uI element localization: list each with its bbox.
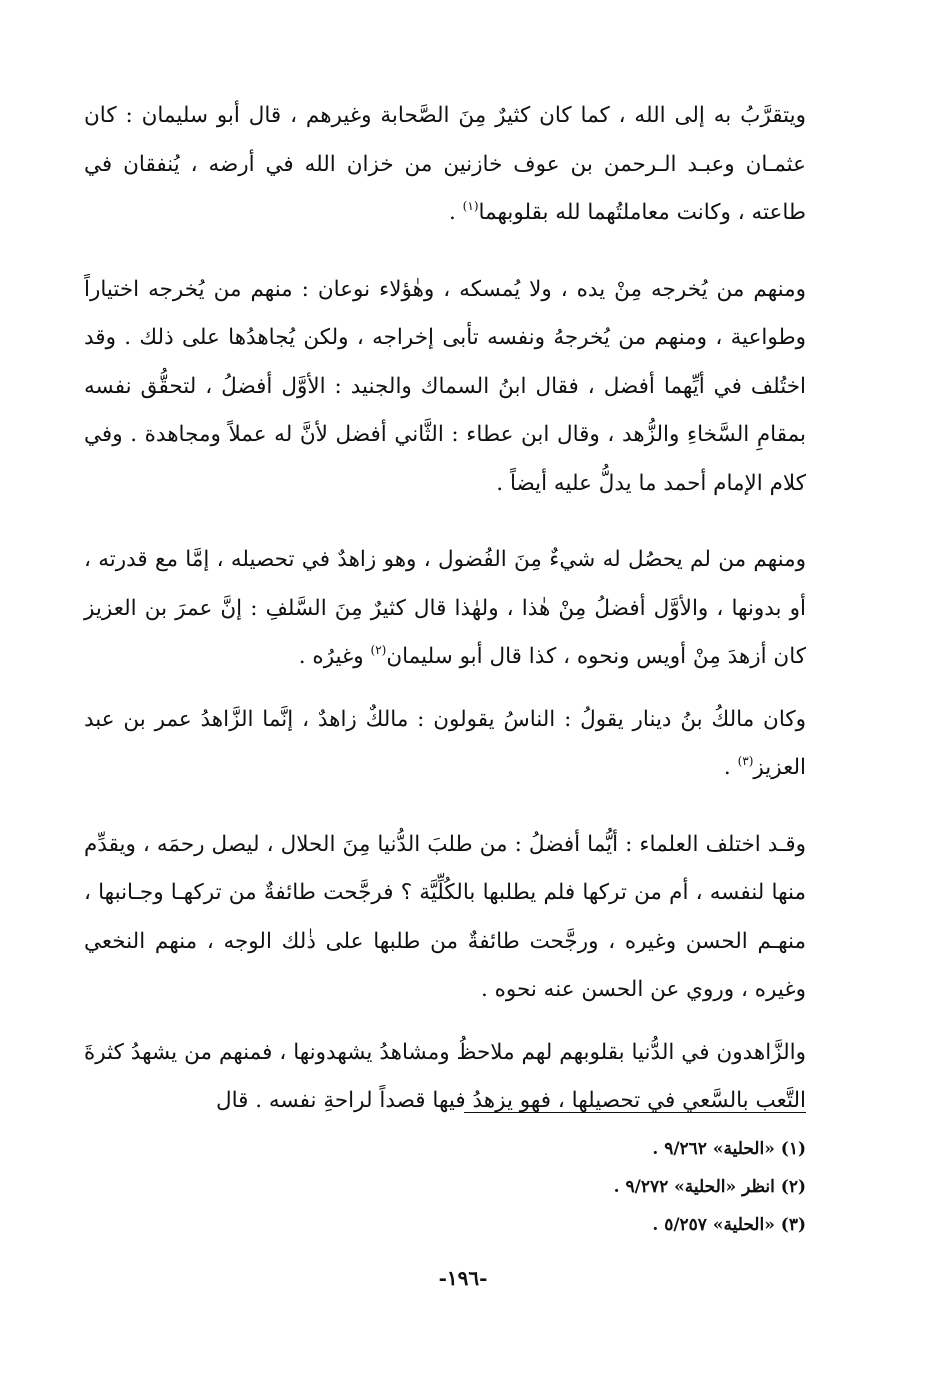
footnote-2: (٢) انظر «الحلية» ٩/٢٧٢ . bbox=[613, 1177, 806, 1197]
paragraph-3-text: ومنهم من لم يحصُل له شيءٌ مِنَ الفُضول ، وهو زاهدٌ في تحصيله ، إمَّا مع قدرته ، أو بدونها ، والأوَّل أفضلُ مِنْ هٰذا ، ولهٰذا قال كثيرٌ مِنَ السَّلفِ : إنَّ عمرَ بن العزيز كان أزهدَ مِنْ أويس ونحوه ، كذا قال أبو سليمان bbox=[84, 547, 806, 669]
paragraph-4 bbox=[84, 696, 806, 793]
paragraph-5 bbox=[84, 821, 806, 1015]
footnote-3: (٣) «الحلية» ٥/٢٥٧ . bbox=[652, 1215, 806, 1235]
paragraph-4-text: وكان مالكُ بنُ دينار يقولُ : الناسُ يقولون : مالكٌ زاهدٌ ، إنَّما الزَّاهدُ عمر بن عبد العزيز bbox=[84, 706, 806, 780]
paragraph-2 bbox=[84, 266, 806, 509]
page-number: -١٩٦- bbox=[438, 1266, 488, 1290]
paragraph-1-tail: . bbox=[449, 200, 463, 225]
footnotes bbox=[306, 1130, 806, 1244]
paragraph-3-tail: وغيرُه . bbox=[298, 644, 371, 669]
paragraph-3 bbox=[84, 536, 806, 682]
main-text bbox=[84, 92, 806, 1126]
footnote-divider bbox=[464, 1112, 806, 1113]
paragraph-1 bbox=[84, 92, 806, 238]
paragraph-6 bbox=[84, 1029, 806, 1126]
paragraph-5-text: وقـد اختلف العلماء : أيُّما أفضلُ : من طلبَ الدُّنيا مِنَ الحلال ، ليصل رحمَه ، ويقدِّم منها لنفسه ، أم من تركها فلم يطلبها بالكُلِّيَّة ؟ فرجَّحت طائفةٌ من تركهـا وجـانبها ، منهـم الحسن وغيره ، ورجَّحت طائفةٌ من طلبها على ذٰلك الوجه ، منهم النخعي وغيره ، وروي عن الحسن عنه نحوه . bbox=[84, 831, 806, 1002]
footnote-ref-3: (٣) bbox=[737, 754, 754, 768]
footnote-1: (١) «الحلية» ٩/٢٦٢ . bbox=[652, 1139, 806, 1159]
paragraph-6-text: والزَّاهدون في الدُّنيا بقلوبهم لهم ملاحظُ ومشاهدُ يشهدونها ، فمنهم من يشهدُ كثرةَ التَّعب بالسَّعي في تحصيلها ، فهو يزهدُ فيها قصداً لراحةِ نفسه . قال bbox=[84, 1039, 806, 1113]
paragraph-4-tail: . bbox=[723, 755, 738, 780]
footnote-ref-1: (١) bbox=[462, 199, 479, 213]
paragraph-1-text: ويتقرَّبُ به إلى الله ، كما كان كثيرٌ مِنَ الصَّحابة وغيرهم ، قال أبو سليمان : كان عثمـان وعبـد الـرحمن بن عوف خازنين من خزان الله في أرضه ، يُنفقان في طاعته ، وكانت معاملتُهما لله بقلوبهما bbox=[84, 103, 806, 225]
paragraph-2-text: ومنهم من يُخرجه مِنْ يده ، ولا يُمسكه ، وهٰؤلاء نوعان : منهم من يُخرجه اختياراً وطواعية ، ومنهم من يُخرجهُ ونفسه تأبى إخراجه ، ولكن يُجاهدُها على ذلك . وقد اختُلف في أيِّهما أفضل ، فقال ابنُ السماك والجنيد : الأوَّل أفضلُ ، لتحقُّق نفسه بمقامِ السَّخاءِ والزُّهد ، وقال ابن عطاء : الثَّاني أفضل لأنَّ له عملاً ومجاهدة . وفي كلام الإمام أحمد ما يدلُّ عليه أيضاً . bbox=[84, 276, 806, 496]
footnote-ref-2: (٢) bbox=[370, 643, 387, 657]
